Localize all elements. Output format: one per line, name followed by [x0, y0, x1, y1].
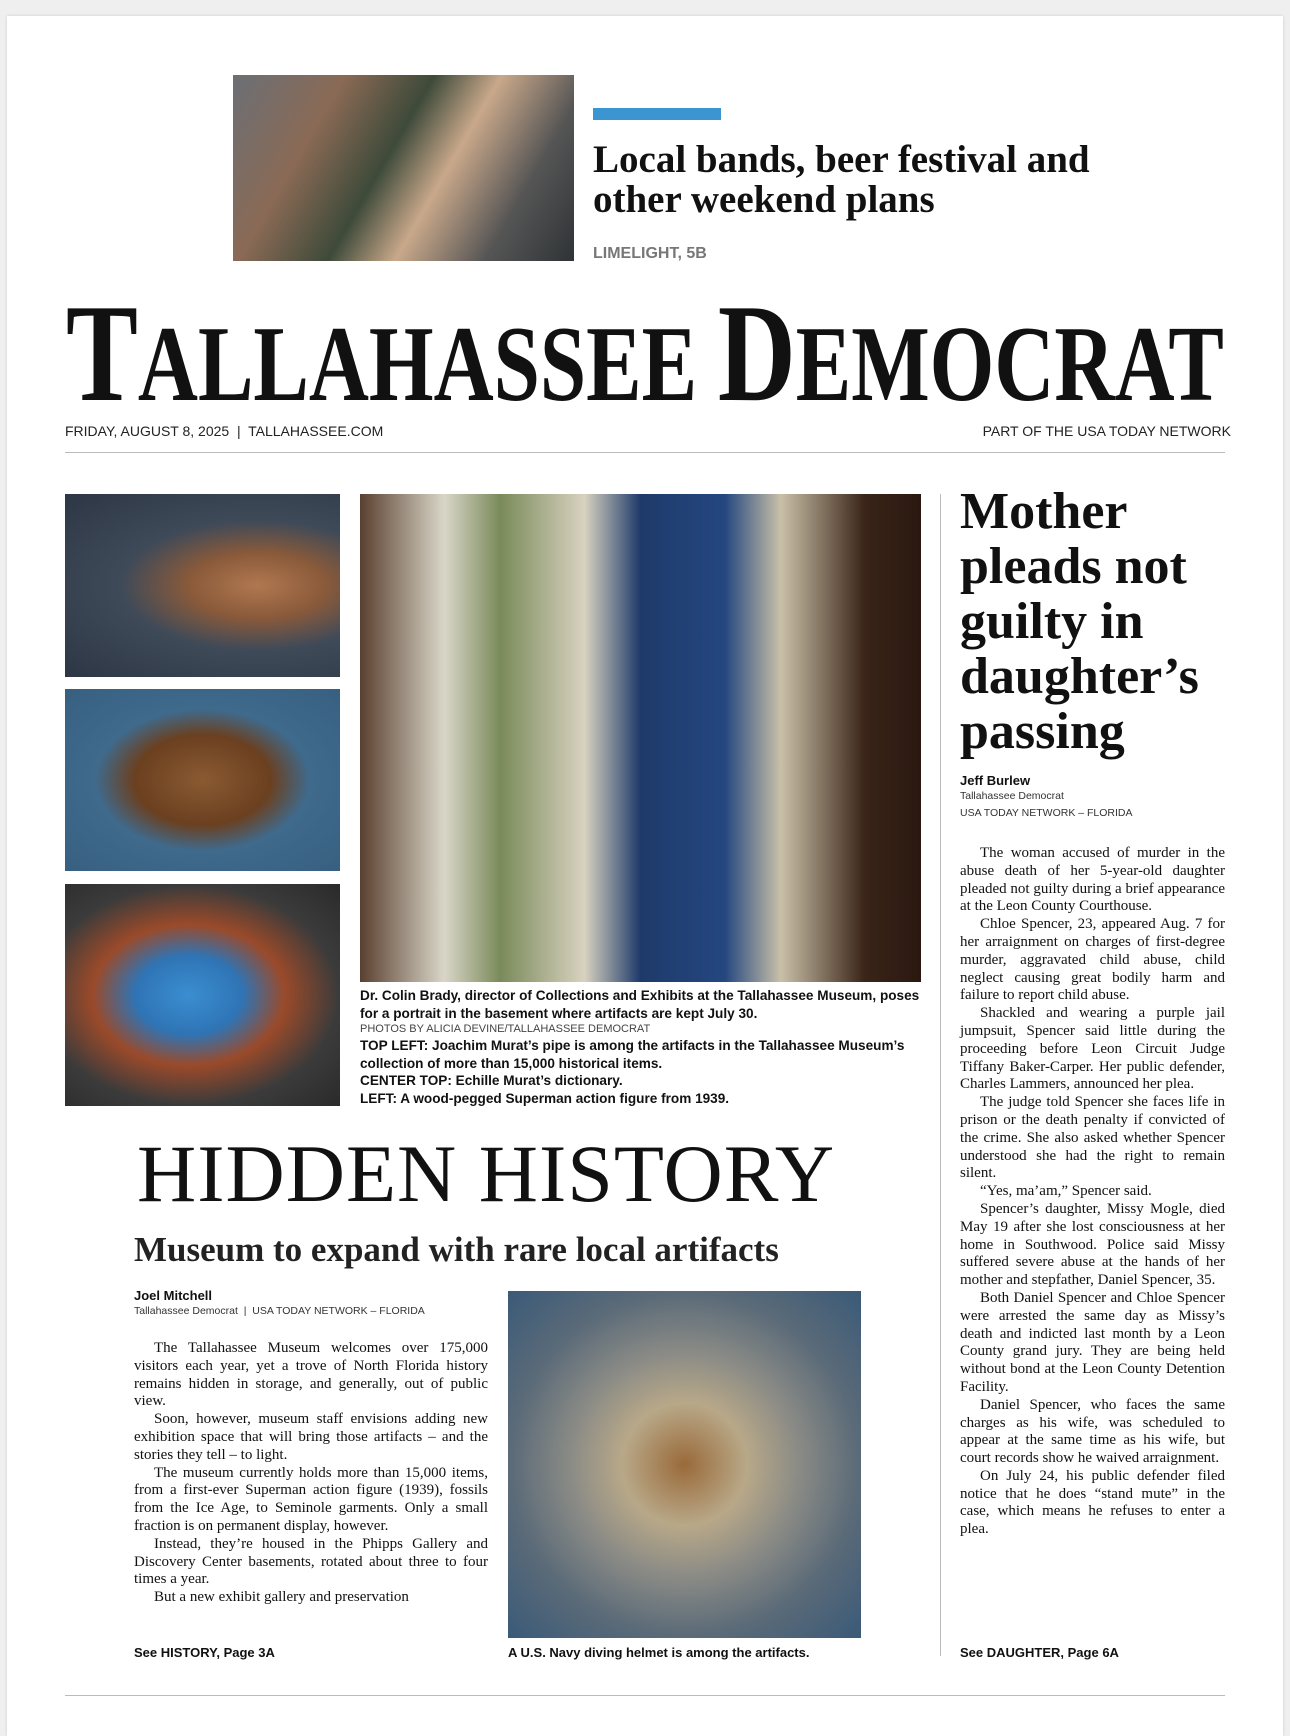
photo-superman-figure[interactable] — [65, 884, 340, 1106]
network-label: PART OF THE USA TODAY NETWORK — [982, 423, 1231, 439]
promo-accent-bar — [593, 108, 721, 120]
caption-line: LEFT: A wood-pegged Superman action figure from 1939. — [360, 1090, 730, 1106]
paragraph: Shackled and wearing a purple jail jumpsuit, Spencer said little during the proceeding before Leon Circuit Judge Tiffany Baker-Carper. Her public defender, Charles Lammers, announced her plea. — [960, 1005, 1225, 1093]
paragraph: “Yes, ma’am,” Spencer said. — [980, 1183, 1152, 1200]
paragraph: Instead, they’re housed in the Phipps Gallery and Discovery Center basements, rotated about three to four times a year. — [134, 1535, 488, 1588]
lead-subhead: Museum to expand with rare local artifacts — [134, 1230, 779, 1269]
photo-colin-brady[interactable] — [360, 494, 921, 982]
promo-section-tag: LIMELIGHT, 5B — [593, 245, 707, 262]
photo-diving-helmet[interactable] — [508, 1291, 861, 1638]
photo-murat-pipe[interactable] — [65, 494, 340, 677]
paragraph: Chloe Spencer, 23, appeared Aug. 7 for her arraignment on charges of first-degree murder, aggravated child abuse, child neglect causing great bodily harm and failure to report child abuse. — [960, 916, 1225, 1004]
paragraph: The museum currently holds more than 15,000 items, from a first-ever Superman action figure (1939), fossils from the Ice Age, to Seminole garments. Only a small fraction is on permanent display, however. — [134, 1464, 488, 1534]
photo-murat-dictionary[interactable] — [65, 689, 340, 871]
lead-jump-link[interactable]: See HISTORY, Page 3A — [134, 1645, 275, 1660]
lead-photo-caption — [360, 987, 930, 1107]
paragraph: Daniel Spencer, who faces the same charges as his wife, was scheduled to appear at the same time as his wife, but court records show he waived arraignment. — [960, 1396, 1225, 1467]
paragraph: The woman accused of murder in the abuse death of her 5-year-old daughter pleaded not guilty during a brief appearance at the Leon County Courthouse. — [960, 845, 1225, 915]
promo-photo-beer-festival[interactable] — [233, 75, 574, 261]
caption-line: CENTER TOP: Echille Murat’s dictionary. — [360, 1073, 623, 1088]
side-author: Jeff Burlew — [960, 773, 1031, 788]
side-story-headline[interactable]: Mother pleads not guilty in daughter’s passing — [960, 483, 1199, 760]
paragraph: Spencer’s daughter, Missy Mogle, died May 19 after she lost consciousness at her home in Southwood. Police said Missy suffered severe abuse at the hands of her mother and stepfather, Daniel Spencer, 35. — [960, 1200, 1225, 1289]
paragraph: But a new exhibit gallery and preservation — [154, 1589, 409, 1606]
paragraph: On July 24, his public defender filed notice that he does “stand mute” in the case, which means he refuses to enter a plea. — [960, 1467, 1225, 1538]
side-org: Tallahassee Democrat — [960, 790, 1064, 802]
caption-main: Dr. Colin Brady, director of Collections and Exhibits at the Tallahassee Museum, poses for a portrait in the basement where artifacts are kept July 30. — [360, 988, 920, 1021]
paragraph: Soon, however, museum staff envisions adding new exhibition space that will bring those artifacts – and the stories they tell – to light. — [134, 1411, 488, 1463]
lead-headline[interactable]: HIDDEN HISTORY — [137, 1128, 836, 1219]
side-network: USA TODAY NETWORK – FLORIDA — [960, 807, 1133, 819]
paragraph: The Tallahassee Museum welcomes over 175,000 visitors each year, yet a trove of North Florida history remains hidden in storage, and generally, out of public view. — [134, 1340, 488, 1410]
side-story-body — [960, 845, 1225, 1539]
paragraph: The judge told Spencer she faces life in prison or the death penalty if convicted of the crime. She also asked whether Spencer understood she had the right to remain silent. — [960, 1094, 1225, 1182]
photo-credit: PHOTOS BY ALICIA DEVINE/TALLAHASSEE DEMOCRAT — [360, 1023, 651, 1035]
column-divider — [940, 494, 941, 1656]
lead-story-body — [134, 1340, 488, 1607]
lead-org: Tallahassee Democrat | USA TODAY NETWORK – FLORIDA — [134, 1305, 425, 1317]
bottom-divider — [65, 1695, 1225, 1696]
masthead-logo: TALLAHASSEE DEMOCRAT — [66, 276, 1224, 431]
lead-author: Joel Mitchell — [134, 1288, 213, 1303]
masthead-divider — [65, 452, 1225, 453]
caption-line: TOP LEFT: Joachim Murat’s pipe is among the artifacts in the Tallahassee Museum’s collection of more than 15,000 historical items. — [360, 1038, 905, 1071]
side-byline — [960, 773, 1133, 822]
paragraph: Both Daniel Spencer and Chloe Spencer were arrested the same day as Missy’s death and indicted last month by a Leon County grand jury. They are being held without bond at the Leon County Detention Facility. — [960, 1289, 1225, 1395]
dateline: FRIDAY, AUGUST 8, 2025 | TALLAHASSEE.COM — [65, 423, 384, 439]
side-jump-link[interactable]: See DAUGHTER, Page 6A — [960, 1645, 1119, 1660]
helmet-caption: A U.S. Navy diving helmet is among the artifacts. — [508, 1645, 810, 1660]
promo-headline[interactable]: Local bands, beer festival and other weekend plans — [593, 138, 1090, 221]
lead-byline — [134, 1288, 425, 1320]
